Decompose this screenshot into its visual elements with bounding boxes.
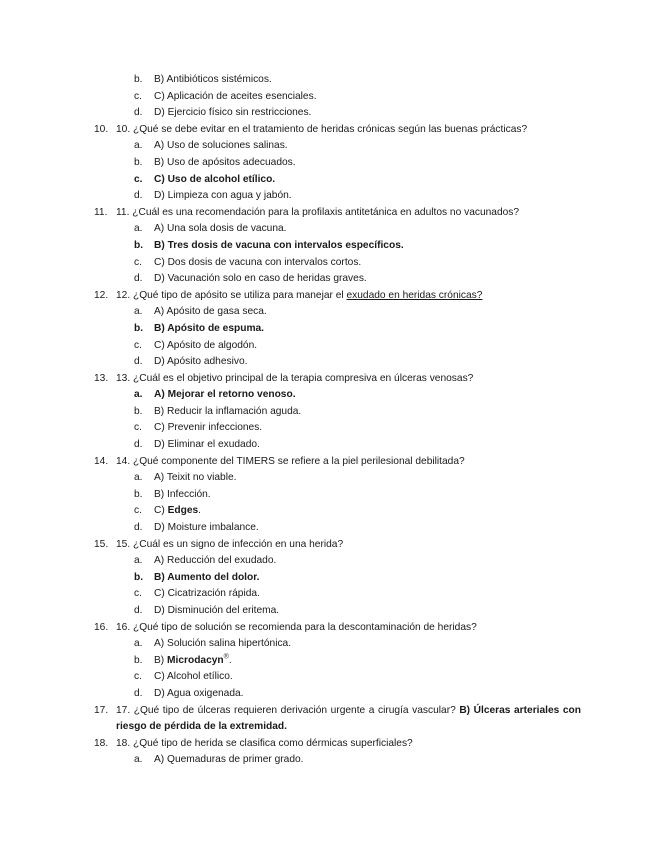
option-text-prefix: C) xyxy=(154,505,168,517)
option-text: A) Reducción del exudado. xyxy=(154,555,277,567)
document-page xyxy=(0,72,655,769)
option-letter: b. xyxy=(134,654,143,666)
question-number: 12. xyxy=(94,289,109,301)
option-item xyxy=(0,686,655,703)
option-letter: a. xyxy=(134,389,143,401)
option-letter: d. xyxy=(134,687,143,699)
option-letter: a. xyxy=(134,223,143,235)
option-item-correct xyxy=(0,503,655,520)
option-text: C) Uso de alcohol etílico. xyxy=(154,173,276,185)
option-item xyxy=(0,636,655,653)
option-letter: b. xyxy=(134,488,143,500)
option-text: D) Apósito adhesivo. xyxy=(154,356,248,368)
option-item xyxy=(0,553,655,570)
option-item xyxy=(0,752,655,769)
option-text: B) Antibióticos sistémicos. xyxy=(154,74,272,85)
option-text: D) Eliminar el exudado. xyxy=(154,439,260,451)
option-item xyxy=(0,338,655,355)
question-text-underlined: exudado en heridas crónicas? xyxy=(346,289,483,301)
option-text: B) Tres dosis de vacuna con intervalos específicos. xyxy=(154,239,404,251)
option-item-correct xyxy=(0,238,655,255)
option-text-suffix: . xyxy=(198,505,202,517)
option-text-prefix: B) xyxy=(154,654,168,666)
option-text: C) Apósito de algodón. xyxy=(154,339,258,351)
option-letter: d. xyxy=(134,273,143,285)
question-text: 13. ¿Cuál es el objetivo principal de la terapia compresiva en úlceras venosas? xyxy=(116,372,474,384)
option-item xyxy=(0,304,655,321)
option-item xyxy=(0,188,655,205)
option-item xyxy=(0,669,655,686)
question-text: 14. ¿Qué componente del TIMERS se refiere a la piel perilesional debilitada? xyxy=(116,455,465,467)
option-letter: c. xyxy=(134,505,142,517)
option-letter: c. xyxy=(134,256,142,268)
question-17 xyxy=(0,703,655,736)
option-letter: d. xyxy=(134,107,143,119)
option-item-correct xyxy=(0,387,655,404)
question-number: 16. xyxy=(94,621,109,633)
question-number: 14. xyxy=(94,455,109,467)
option-text-bold: Microdacyn xyxy=(167,654,224,666)
option-text: A) Solución salina hipertónica. xyxy=(154,638,292,650)
question-18 xyxy=(0,736,655,753)
option-text: C) Dos dosis de vacuna con intervalos cortos. xyxy=(154,256,362,268)
option-text: B) Aumento del dolor. xyxy=(154,571,260,583)
option-item xyxy=(0,603,655,620)
option-item xyxy=(0,404,655,421)
option-text: D) Disminución del eritema. xyxy=(154,605,280,616)
option-letter: c. xyxy=(134,90,142,102)
question-text: 10. ¿Qué se debe evitar en el tratamiento de heridas crónicas según las buenas prácticas? xyxy=(116,123,528,135)
question-text xyxy=(116,703,581,736)
question-text: 16. ¿Qué tipo de solución se recomienda para la descontaminación de heridas? xyxy=(116,621,477,633)
option-letter: a. xyxy=(134,555,143,567)
question-answer-bold: B) Úlceras arteriales con riesgo de pérdida de la extremidad. xyxy=(116,704,582,733)
option-text: B) Reducir la inflamación aguda. xyxy=(154,405,302,417)
option-text-suffix: . xyxy=(228,654,232,666)
option-text-bold: Edges xyxy=(167,505,199,517)
option-letter: c. xyxy=(134,173,143,185)
option-text: C) Cicatrización rápida. xyxy=(154,588,260,600)
option-text xyxy=(154,653,232,670)
option-text xyxy=(154,503,201,520)
option-letter: c. xyxy=(134,339,142,351)
question-text-prefix: 17. ¿Qué tipo de úlceras requieren derivación urgente a cirugía vascular? xyxy=(116,704,460,716)
question-16 xyxy=(0,620,655,637)
option-letter: b. xyxy=(134,405,143,417)
option-letter: a. xyxy=(134,472,143,484)
question-text: 11. ¿Cuál es una recomendación para la profilaxis antitetánica en adultos no vacunados? xyxy=(116,206,520,218)
option-text: B) Apósito de espuma. xyxy=(154,322,264,334)
option-item xyxy=(0,221,655,238)
option-text: A) Quemaduras de primer grado. xyxy=(154,754,304,766)
option-item xyxy=(0,420,655,437)
question-number: 17. xyxy=(94,704,109,716)
option-letter: b. xyxy=(134,74,143,85)
option-letter: b. xyxy=(134,239,144,251)
question-13 xyxy=(0,371,655,388)
option-item xyxy=(0,520,655,537)
question-number: 11. xyxy=(94,206,108,218)
question-number: 10. xyxy=(94,123,109,135)
option-letter: d. xyxy=(134,356,143,368)
option-item xyxy=(0,271,655,288)
question-number: 15. xyxy=(94,538,109,550)
option-item-correct xyxy=(0,570,655,587)
registered-mark: ® xyxy=(223,653,229,661)
option-text: C) Alcohol etílico. xyxy=(154,671,233,683)
option-letter: c. xyxy=(134,588,142,600)
option-text: A) Uso de soluciones salinas. xyxy=(154,140,288,152)
option-item xyxy=(0,255,655,272)
option-letter: c. xyxy=(134,671,142,683)
option-item-correct xyxy=(0,653,655,670)
option-letter: d. xyxy=(134,190,143,202)
option-text: B) Uso de apósitos adecuados. xyxy=(154,156,296,168)
option-letter: c. xyxy=(134,422,142,434)
option-text: B) Infección. xyxy=(154,488,211,500)
option-text: A) Una sola dosis de vacuna. xyxy=(154,223,287,235)
option-letter: a. xyxy=(134,140,143,152)
question-14 xyxy=(0,454,655,471)
option-text: A) Mejorar el retorno venoso. xyxy=(154,389,296,401)
option-letter: a. xyxy=(134,754,143,766)
option-text: C) Prevenir infecciones. xyxy=(154,422,263,434)
question-text-prefix: 12. ¿Qué tipo de apósito se utiliza para manejar el xyxy=(116,289,347,301)
question-text: 18. ¿Qué tipo de herida se clasifica como dérmicas superficiales? xyxy=(116,737,413,749)
option-letter: d. xyxy=(134,605,143,616)
option-letter: b. xyxy=(134,322,144,334)
option-letter: d. xyxy=(134,439,143,451)
option-letter: a. xyxy=(134,638,143,650)
option-item xyxy=(0,354,655,371)
option-item-correct xyxy=(0,321,655,338)
option-item xyxy=(0,586,655,603)
option-item xyxy=(0,105,655,122)
option-letter: a. xyxy=(134,306,143,318)
option-text: A) Teixit no viable. xyxy=(154,472,237,484)
option-item xyxy=(0,487,655,504)
option-text: A) Apósito de gasa seca. xyxy=(154,306,267,318)
option-letter: b. xyxy=(134,571,144,583)
question-text: 15. ¿Cuál es un signo de infección en una herida? xyxy=(116,538,344,550)
option-item xyxy=(0,89,655,106)
question-10 xyxy=(0,122,655,139)
option-item xyxy=(0,437,655,454)
option-text: D) Ejercicio físico sin restricciones. xyxy=(154,107,312,119)
option-letter: b. xyxy=(134,156,143,168)
option-text: D) Limpieza con agua y jabón. xyxy=(154,190,292,202)
option-text: D) Moisture imbalance. xyxy=(154,522,259,534)
option-text: C) Aplicación de aceites esenciales. xyxy=(154,90,317,102)
question-15 xyxy=(0,537,655,554)
option-item-correct xyxy=(0,172,655,189)
question-number: 13. xyxy=(94,372,109,384)
option-item xyxy=(0,72,655,89)
option-item xyxy=(0,155,655,172)
option-text: D) Agua oxigenada. xyxy=(154,687,244,699)
question-text xyxy=(116,288,581,305)
question-11 xyxy=(0,205,655,222)
option-item xyxy=(0,470,655,487)
option-text: D) Vacunación solo en caso de heridas graves. xyxy=(154,273,367,285)
option-letter: d. xyxy=(134,522,143,534)
option-item xyxy=(0,138,655,155)
question-12 xyxy=(0,288,655,305)
question-number: 18. xyxy=(94,737,109,749)
